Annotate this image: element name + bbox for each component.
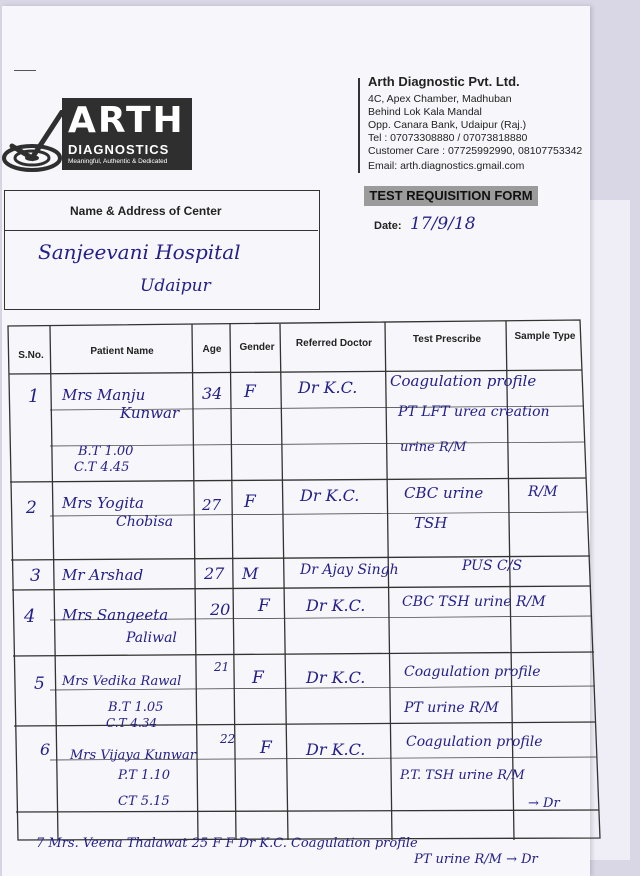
row-5-bt: B.T 1.05 (108, 700, 164, 715)
row-5-doctor: Dr K.C. (306, 668, 366, 687)
company-address-1: 4C, Apex Chamber, Madhuban (368, 93, 512, 105)
company-email: Email: arth.diagnostics.gmail.com (368, 160, 525, 172)
row-1-age: 34 (202, 384, 223, 403)
row-4-doctor: Dr K.C. (306, 596, 366, 615)
row-1-name: Mrs Manju (62, 386, 146, 404)
row-5-age: 21 (214, 660, 230, 674)
center-name: Sanjeevani Hospital (38, 240, 241, 264)
row-1-doctor: Dr K.C. (298, 378, 358, 397)
row-2-age: 27 (202, 496, 222, 514)
row-3-gender: M (242, 564, 259, 583)
header-sno: S.No. (18, 350, 44, 361)
row-1-test-3: urine R/M (400, 440, 467, 455)
row-6-extra: → Dr (528, 796, 560, 811)
row-6-pt: P.T 1.10 (118, 768, 170, 783)
company-address-2: Behind Lok Kala Mandal (368, 106, 482, 118)
row-2-sample: R/M (528, 484, 558, 500)
row-4-test: CBC TSH urine R/M (402, 594, 546, 610)
center-city: Udaipur (140, 276, 211, 296)
row-1-ct: C.T 4.45 (74, 460, 130, 475)
row-2-test-2: TSH (414, 514, 448, 532)
row-3-doctor: Dr Ajay Singh (300, 562, 399, 578)
center-label: Name & Address of Center (70, 204, 222, 218)
header-patient-name: Patient Name (90, 346, 154, 357)
row-6-test-2: P.T. TSH urine R/M (400, 768, 525, 783)
row-1-sno: 1 (28, 386, 40, 407)
company-address-3: Opp. Canara Bank, Udaipur (Raj.) (368, 119, 527, 131)
row-4-name-2: Paliwal (126, 630, 177, 646)
row-4-name: Mrs Sangeeta (62, 606, 169, 624)
header-age: Age (202, 344, 222, 355)
row-6-name: Mrs Vijaya Kunwar (70, 748, 196, 763)
header-gender: Gender (239, 342, 275, 353)
row-4-gender: F (258, 596, 270, 616)
row-4-sno: 4 (24, 606, 36, 627)
row-5-test-2: PT urine R/M (404, 700, 499, 716)
row-1-test-2: PT LFT urea creation (398, 404, 550, 420)
logo-tagline: Meaningful, Authentic & Dedicated (68, 158, 168, 165)
form-title: TEST REQUISITION FORM (364, 186, 538, 206)
row-2-name: Mrs Yogita (62, 494, 144, 512)
company-name: Arth Diagnostic Pvt. Ltd. (368, 74, 520, 89)
logo-word: ARTH (68, 100, 185, 141)
row-2-sno: 2 (26, 498, 37, 518)
row-1-name-2: Kunwar (120, 404, 180, 422)
row-3-test: PUS C/S (462, 558, 523, 574)
row-3-name: Mr Arshad (62, 566, 144, 584)
row-6-gender: F (260, 738, 272, 758)
row-5-ct: C.T 4.34 (106, 716, 158, 730)
header-test-prescribe: Test Prescribe (412, 334, 482, 345)
date-value: 17/9/18 (410, 214, 476, 234)
company-customer-care: Customer Care : 07725992990, 08107753342 (368, 145, 583, 157)
row-6-sno: 6 (40, 740, 51, 759)
row-1-bt: B.T 1.00 (78, 444, 134, 459)
row-4-age: 20 (210, 600, 231, 619)
row-2-test: CBC urine (404, 484, 484, 502)
logo-sub: DIAGNOSTICS (68, 142, 170, 157)
row-6-test: Coagulation profile (406, 734, 543, 750)
row-2-doctor: Dr K.C. (300, 486, 360, 505)
row-3-sno: 3 (30, 566, 41, 586)
row-5-test: Coagulation profile (404, 664, 541, 680)
row-1-test: Coagulation profile (390, 372, 537, 390)
row-5-sno: 5 (34, 674, 45, 694)
header-sample-type: Sample Type (514, 331, 576, 342)
row-1-gender: F (244, 382, 256, 402)
row-3-age: 27 (204, 564, 225, 583)
row-6-age: 22 (220, 732, 236, 746)
row-5-name: Mrs Vedika Rawal (62, 674, 182, 689)
date-label: Date: (374, 220, 402, 232)
row-2-gender: F (244, 492, 256, 512)
row-7-entry-2: PT urine R/M → Dr (414, 852, 538, 867)
header-referred-doctor: Referred Doctor (295, 338, 373, 349)
row-7-entry: 7 Mrs. Veena Thalawat 25 F F Dr K.C. Coagulation profile (36, 836, 418, 851)
row-6-ct: CT 5.15 (118, 794, 170, 809)
company-phone: Tel : 07073308880 / 07073818880 (368, 132, 528, 144)
row-5-gender: F (252, 668, 264, 688)
row-2-name-2: Chobisa (116, 514, 174, 530)
row-6-doctor: Dr K.C. (306, 740, 366, 759)
